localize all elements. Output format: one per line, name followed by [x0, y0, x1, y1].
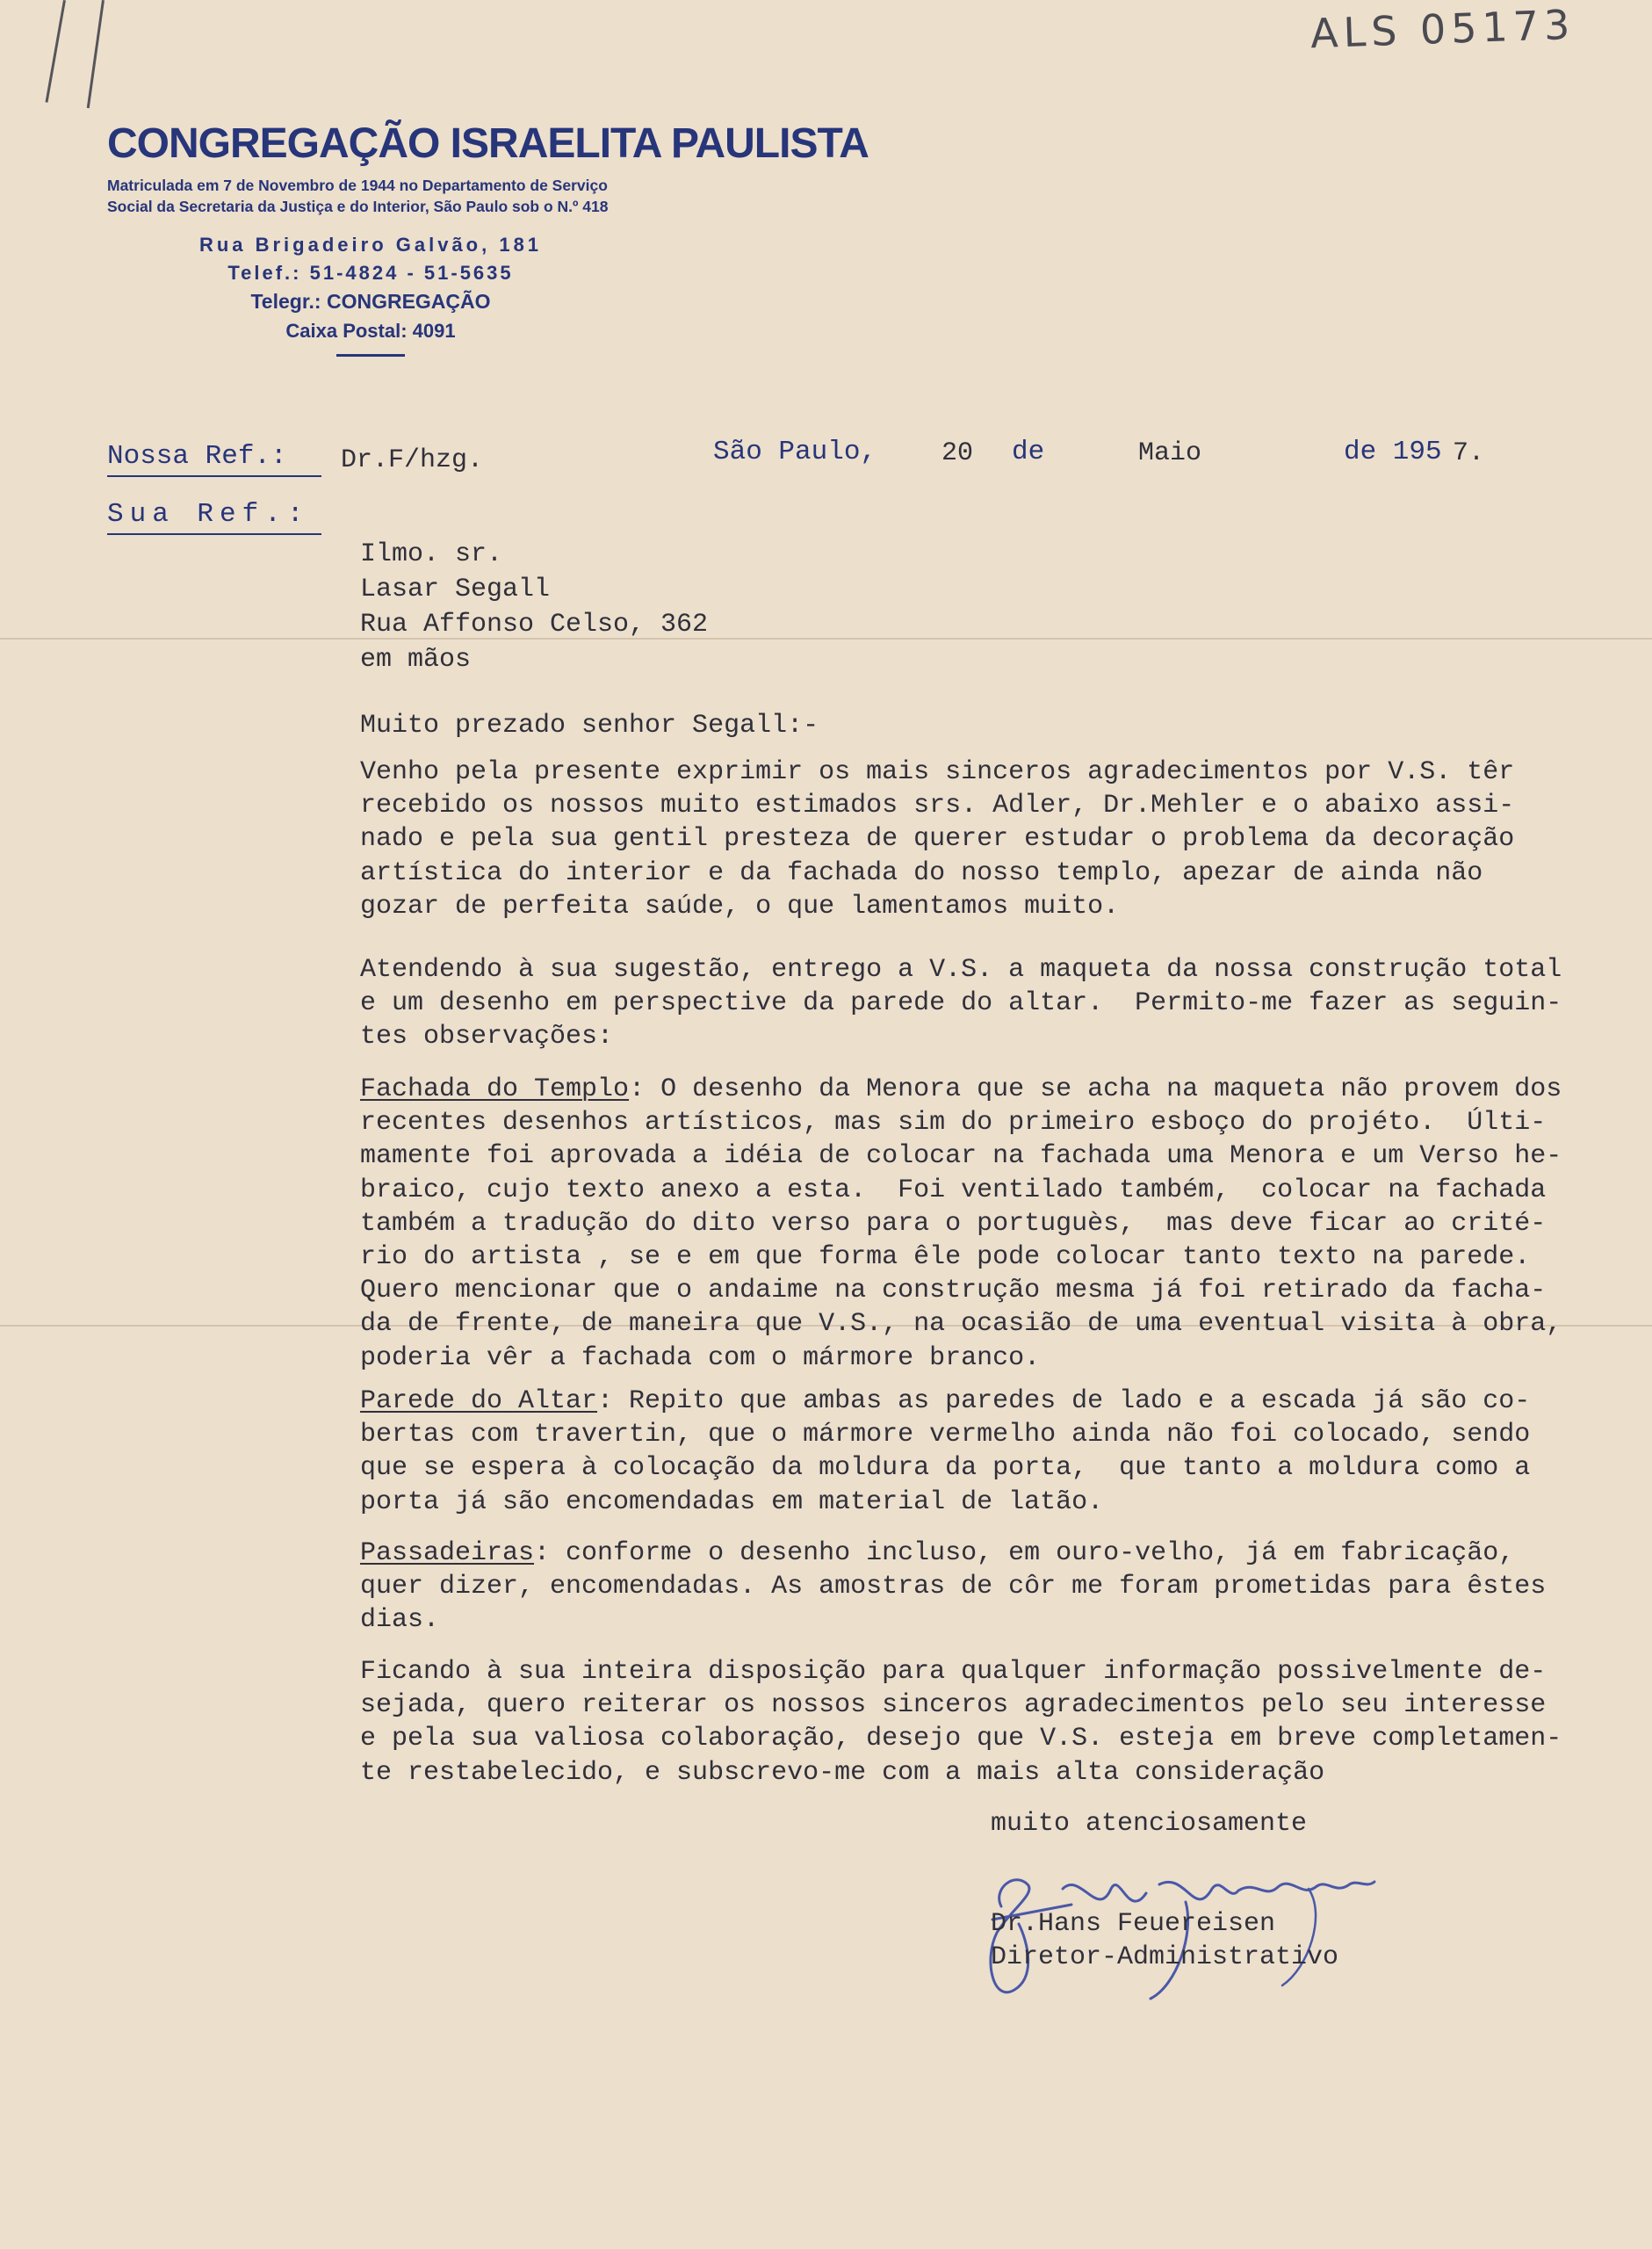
body-line: e um desenho em perspective da parede do altar. Permito-me fazer as seguin- [360, 988, 1562, 1019]
body-line [360, 1073, 1634, 1106]
body-line: quer dizer, encomendadas. As amostras de côr me foram prometidas para êstes [360, 1572, 1547, 1602]
letterhead-po-box: Caixa Postal: 4091 [285, 320, 456, 342]
recipient-name: Lasar Segall [360, 575, 551, 604]
body-line: poderia vêr a fachada com o mármore branco. [360, 1342, 1041, 1373]
body-line: gozar de perfeita saúde, o que lamentamos muito. [360, 891, 1120, 922]
body-line: dias. [360, 1605, 440, 1636]
recipient-line: em mãos [360, 645, 472, 675]
your-ref-underline [107, 533, 321, 535]
body-text: : Repito que ambas as paredes de lado e a escada já são co- [597, 1386, 1531, 1416]
body-line: da de frente, de maneira que V.S., na ocasião de uma eventual visita à obra, [360, 1309, 1562, 1340]
body-line: Atendendo à sua sugestão, entrego a V.S. a maqueta da nossa construção total [360, 955, 1562, 985]
registration-line: Matriculada em 7 de Novembro de 1944 no Departamento de Serviço [107, 177, 608, 194]
section-heading-runners: Passadeiras [360, 1538, 535, 1568]
body-line: rio do artista , se e em que forma êle pode colocar tanto texto na parede. [360, 1242, 1531, 1273]
body-line: e pela sua valiosa colaboração, desejo que V.S. esteja em breve completamen- [360, 1724, 1562, 1754]
body-text: : conforme o desenho incluso, em ouro-velho, já em fabricação, [534, 1538, 1515, 1568]
body-line: recebido os nossos muito estimados srs. Adler, Dr.Mehler e o abaixo assi- [360, 791, 1515, 821]
pencil-mark [46, 0, 66, 103]
recipient-address: Rua Affonso Celso, 362 [360, 610, 709, 640]
signer-title: Diretor-Administrativo [991, 1942, 1339, 1972]
letterhead-phone: Telef.: 51-4824 - 51-5635 [227, 262, 514, 284]
date-day: 20 [941, 438, 974, 468]
salutation: Muito prezado senhor Segall:- [360, 711, 819, 741]
archive-code: ALS 05173 [1309, 0, 1576, 58]
date-month: Maio [1138, 438, 1202, 468]
body-line: bertas com travertin, que o mármore vermelho ainda não foi colocado, sendo [360, 1420, 1531, 1450]
body-line: recentes desenhos artísticos, mas sim do primeiro esboço do projéto. Últi- [360, 1108, 1547, 1139]
your-ref-label: Sua Ref.: [107, 499, 310, 530]
body-line: que se espera à colocação da moldura da porta, que tanto a moldura como a [360, 1453, 1531, 1484]
section-heading-facade: Fachada do Templo [360, 1074, 630, 1104]
date-year-digit: 7. [1453, 438, 1485, 468]
paragraph-thanks [360, 756, 1634, 923]
date-year-prefix: de 195 [1344, 437, 1442, 467]
paragraph-model [360, 953, 1634, 1054]
our-ref-label: Nossa Ref.: [107, 441, 287, 472]
body-line: Ficando à sua inteira disposição para qualquer informação possivelmente de- [360, 1657, 1547, 1687]
body-line: te restabelecido, e subscrevo-me com a mais alta consideração [360, 1757, 1325, 1788]
our-ref-value: Dr.F/hzg. [341, 445, 484, 475]
body-line: artística do interior e da fachada do nosso templo, apezar de ainda não [360, 857, 1483, 888]
paragraph-closing [360, 1655, 1634, 1790]
date-city: São Paulo, [713, 437, 877, 467]
body-line: braico, cujo texto anexo a esta. Foi ventilado também, colocar na fachada [360, 1175, 1547, 1205]
paragraph-runners [360, 1537, 1634, 1638]
letterhead [107, 119, 869, 357]
paragraph-facade [360, 1073, 1634, 1375]
body-line: sejada, quero reiterar os nossos sinceros agradecimentos pelo seu interesse [360, 1690, 1547, 1721]
closing: muito atenciosamente [991, 1809, 1308, 1839]
body-line: Venho pela presente exprimir os mais sinceros agradecimentos por V.S. têr [360, 757, 1515, 787]
pencil-mark [87, 0, 105, 108]
body-line: Quero mencionar que o andaime na construção mesma já foi retirado da facha- [360, 1276, 1547, 1306]
paper-fold-line [0, 638, 1652, 640]
body-line [360, 1537, 1634, 1570]
section-heading-altar: Parede do Altar [360, 1386, 598, 1416]
body-line [360, 1385, 1634, 1418]
body-line: tes observações: [360, 1022, 614, 1052]
body-line: mamente foi aprovada a idéia de colocar na fachada uma Menora e um Verso he- [360, 1141, 1562, 1172]
body-line: também a tradução do dito verso para o portuguès, mas deve ficar ao crité- [360, 1208, 1547, 1239]
body-line: nado e pela sua gentil presteza de querer estudar o problema da decoração [360, 824, 1515, 855]
our-ref-underline [107, 475, 321, 477]
registration-line: Social da Secretaria da Justiça e do Interior, São Paulo sob o N.º 418 [107, 198, 609, 215]
organization-name: CONGREGAÇÃO ISRAELITA PAULISTA [107, 120, 869, 167]
body-line: porta já são encomendadas em material de latão. [360, 1486, 1104, 1517]
signer-name: Dr.Hans Feuereisen [991, 1909, 1276, 1939]
recipient-line: Ilmo. sr. [360, 539, 503, 569]
date-de: de [1012, 437, 1045, 467]
paragraph-altar [360, 1385, 1634, 1519]
body-text: : O desenho da Menora que se acha na maqueta não provem dos [629, 1074, 1562, 1104]
letterhead-street: Rua Brigadeiro Galvão, 181 [198, 234, 543, 256]
letterhead-telegram: Telegr.: CONGREGAÇÃO [250, 290, 491, 313]
letterhead-divider [336, 354, 405, 357]
